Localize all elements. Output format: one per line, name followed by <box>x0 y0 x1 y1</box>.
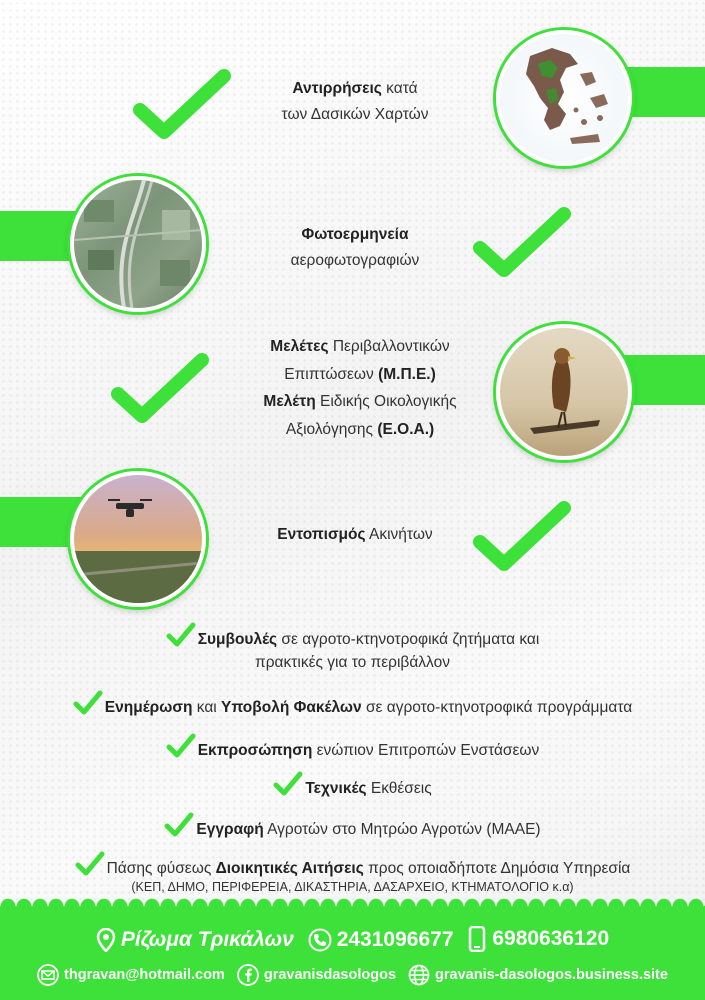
check-icon <box>75 851 105 877</box>
greece-map-image <box>496 30 632 166</box>
phone-icon <box>308 928 332 952</box>
list-item-reports: Τεχνικές Εκθέσεις <box>0 771 705 798</box>
footer-row-primary <box>0 926 705 958</box>
list-item-representation: Εκπροσώπηση ενώπιον Επιτροπών Ενστάσεων <box>0 733 705 760</box>
check-icon <box>166 622 196 648</box>
check-icon <box>110 352 210 432</box>
check-icon <box>164 812 194 838</box>
check-icon <box>132 68 232 148</box>
map-pin-icon <box>96 928 116 952</box>
phone-number[interactable]: 2431096677 <box>336 928 454 951</box>
service-title: Εντοπισμός <box>277 526 366 543</box>
facebook[interactable] <box>237 964 396 986</box>
check-icon <box>73 690 103 716</box>
service-forest-maps: Αντιρρήσεις κατά των Δασικών Χαρτών <box>230 76 480 128</box>
service-photo-interpretation <box>230 222 480 274</box>
website[interactable] <box>408 964 668 986</box>
mail-icon <box>37 964 59 986</box>
check-icon <box>166 733 196 759</box>
email[interactable] <box>37 964 225 986</box>
drone-photo-image <box>70 471 206 607</box>
check-icon <box>472 500 572 580</box>
service-subtitle: αεροφωτογραφιών <box>290 252 420 269</box>
location-text: Ρίζωμα Τρικάλων <box>120 928 294 951</box>
email-address[interactable]: thgravan@hotmail.com <box>64 967 225 983</box>
check-icon <box>273 771 303 797</box>
list-item-registration: Εγγραφή Αγροτών στο Μητρώο Αγροτών (ΜΑΑΕ) <box>0 812 705 839</box>
facebook-icon <box>237 964 259 986</box>
globe-icon <box>408 964 430 986</box>
list-item-advice-line2: πρακτικές για το περιβάλλον <box>255 654 450 671</box>
check-icon <box>472 206 572 286</box>
list-item-applications-detail: (ΚΕΠ, ΔΗΜΟ, ΠΕΡΙΦΕΡΕΙΑ, ΔΙΚΑΣΤΗΡΙΑ, ΔΑΣΑΡΧΕΙΟ, ΚΤΗΜΑΤΟΛΟΓΙΟ κ.α) <box>131 880 574 894</box>
footer-row-secondary <box>0 964 705 990</box>
service-environmental-studies: Μελέτες Περιβαλλοντικών Επιπτώσεων (Μ.Π.Ε.) Μελέτη Ειδικής Οικολογικής Αξιολόγησης (Ε.Ο.Α.) <box>263 338 457 438</box>
list-item-advice: Συμβουλές σε αγροτο-κτηνοτροφικά ζητήματα και <box>0 622 705 649</box>
aerial-photo-image <box>70 176 206 312</box>
phone[interactable] <box>308 928 454 952</box>
service-subtitle: των Δασικών Χαρτών <box>281 106 429 123</box>
service-title: Αντιρρήσεις <box>292 80 382 97</box>
mobile-number[interactable]: 6980636120 <box>492 927 610 950</box>
service-title: Φωτοερμηνεία <box>301 226 409 243</box>
list-item-submission: Ενημέρωση και Υποβολή Φακέλων σε αγροτο-κτηνοτροφικά προγράμματα <box>0 690 705 717</box>
list-item-applications: Πάσης φύσεως Διοικητικές Αιτήσεις προς οποιαδήποτε Δημόσια Υπηρεσία <box>0 851 705 878</box>
location <box>96 928 294 952</box>
website-url[interactable]: gravanis-dasologos.business.site <box>435 967 668 983</box>
service-property-location: Εντοπισμός Ακινήτων <box>277 526 433 543</box>
mobile-phone-icon <box>467 926 487 952</box>
footer-scallop <box>0 898 705 914</box>
facebook-handle[interactable]: gravanisdasologos <box>263 967 397 983</box>
mobile[interactable] <box>467 926 609 952</box>
contact-footer <box>0 906 705 1000</box>
eagle-photo-image <box>496 324 632 460</box>
